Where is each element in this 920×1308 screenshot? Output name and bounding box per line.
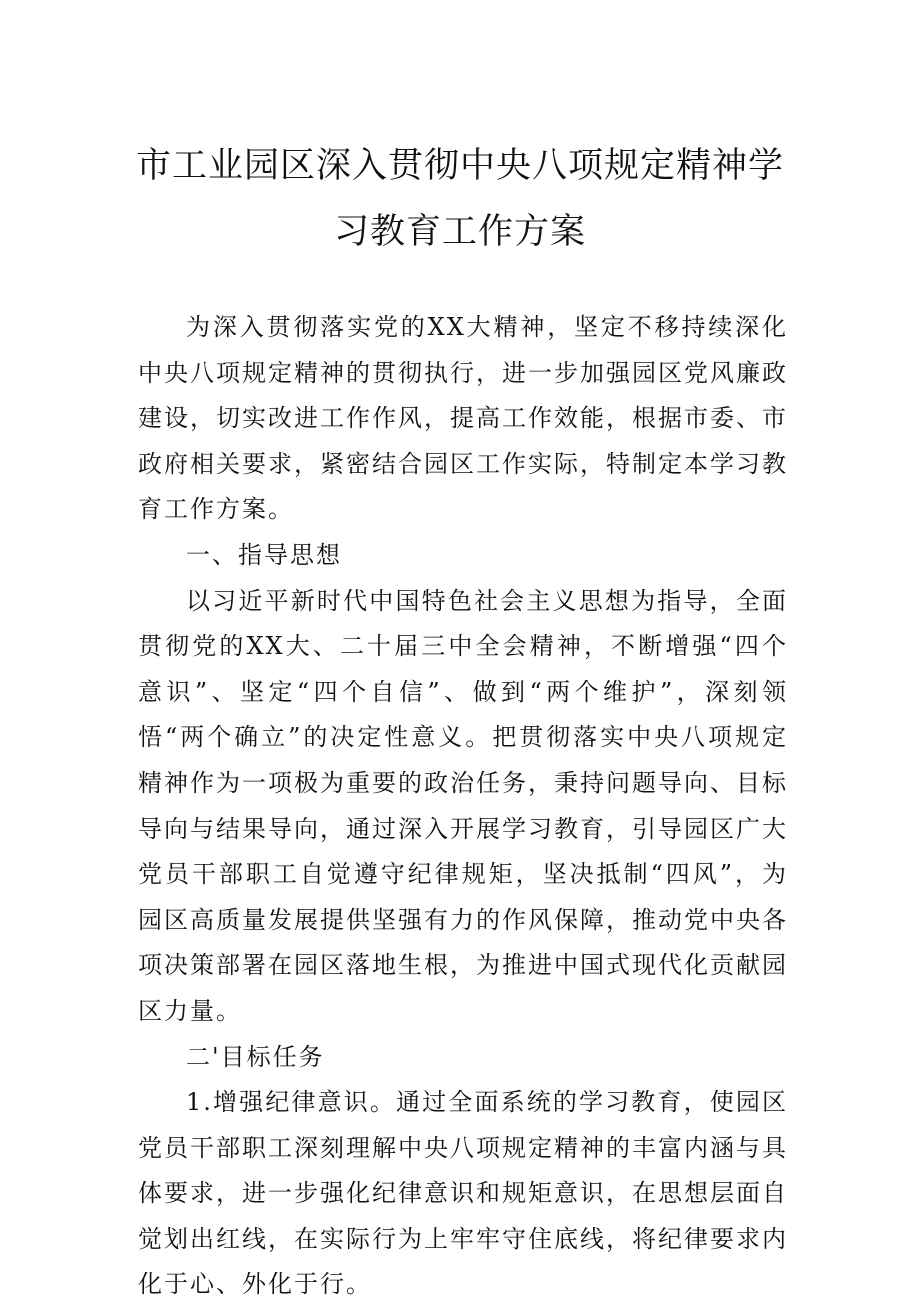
section-2-heading: 二'目标任务 xyxy=(186,1042,325,1071)
title-line-1: 市工业园区深入贯彻中央八项规定精神学 xyxy=(135,146,784,186)
section-1-heading: 一、指导思想 xyxy=(186,540,342,569)
document-body xyxy=(138,305,788,1308)
section-2-item-1: 1.增强纪律意识。通过全面系统的学习教育，使园区党员干部职工深刻理解中央八项规定精神的丰富内涵与具体要求，进一步强化纪律意识和规矩意识，在思想层面自觉划出红线，在实际行为上牢牢守住底线，将纪律要求内化于心、外化于行。 xyxy=(138,1088,788,1299)
title-line-2: 习教育工作方案 xyxy=(333,212,586,252)
document-title xyxy=(0,135,920,263)
intro-paragraph: 为深入贯彻落实党的XX大精神，坚定不移持续深化中央八项规定精神的贯彻执行，进一步加强园区党风廉政建设，切实改进工作作风，提高工作效能，根据市委、市政府相关要求，紧密结合园区工作实际，特制定本学习教育工作方案。 xyxy=(138,313,788,524)
section-1-paragraph: 以习近平新时代中国特色社会主义思想为指导，全面贯彻党的XX大、二十届三中全会精神，不断增强“四个意识”、坚定“四个自信”、做到“两个维护”，深刻领悟“两个确立”的决定性意义。把贯彻落实中央八项规定精神作为一项极为重要的政治任务，秉持问题导向、目标导向与结果导向，通过深入开展学习教育，引导园区广大党员干部职工自觉遵守纪律规矩，坚决抵制“四风”，为园区高质量发展提供坚强有力的作风保障，推动党中央各项决策部署在园区落地生根，为推进中国式现代化贡献园区力量。 xyxy=(138,586,788,1025)
